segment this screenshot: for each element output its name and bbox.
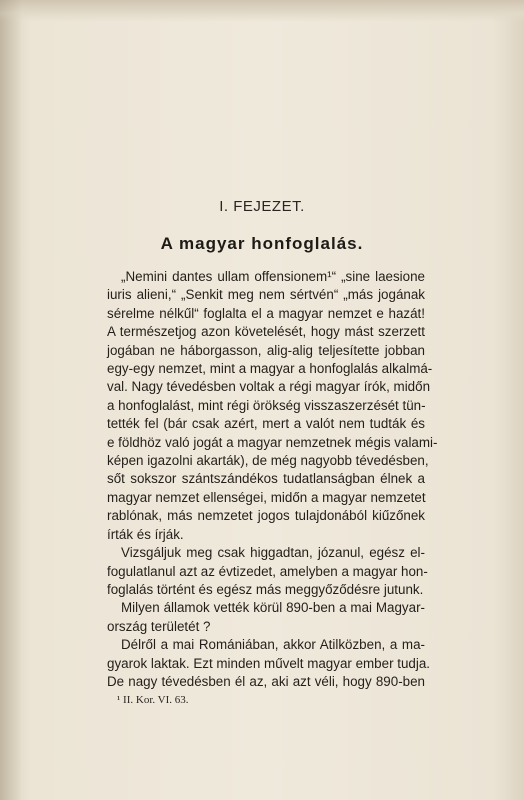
text-line: a honfoglalást, mint régi örökség visszaszerzését tün- <box>107 397 426 413</box>
body-text <box>107 268 438 691</box>
text-line: fogulatlanul azt az évtizedet, amelyben a magyar hon- <box>107 563 428 579</box>
text-line: foglalás történt és egész más meggyőződésre jutunk. <box>107 581 424 597</box>
footnote: ¹ II. Kor. VI. 63. <box>117 694 189 706</box>
binding-shadow <box>0 0 22 800</box>
text-line: val. Nagy tévedésben voltak a régi magyar írók, midőn <box>107 379 431 395</box>
text-line: Délről a mai Romániában, akkor Atilközben, a ma- <box>121 637 425 653</box>
text-line: „Nemini dantes ullam offensionem¹“ „sine laesione <box>121 269 425 284</box>
text-line: egy-egy nemzet, mint a magyar a honfoglalás alkalmá- <box>107 361 433 377</box>
text-line: sőt sokszor szántszándékos tudatlanságban élnek a <box>107 471 425 487</box>
text-line: tették fel (bár csak azért, mert a valót nem tudták és <box>107 416 425 432</box>
page-top-edge <box>0 0 524 22</box>
text-line: írták és írják. <box>107 526 184 542</box>
text-line: jogában ne háborgasson, alig-alig teljesítette jobban <box>107 342 425 358</box>
text-line: A természetjog azon követelését, hogy mást szerzett <box>107 324 425 340</box>
text-line: iuris alieni,“ „Senkit meg nem sértvén“ „más jogának <box>107 287 425 303</box>
text-line: képen igazolni akarták), de még nagyobb tévedésben, <box>107 453 429 469</box>
text-line: magyar nemzet ellenségei, midőn a magyar nemzetet <box>107 489 426 505</box>
text-line: rablónak, más nemzetet jogos tulajdonából kiűzőnek <box>107 508 425 524</box>
chapter-heading: I. FEJEZET. <box>219 198 305 215</box>
text-line: gyarok laktak. Ezt minden művelt magyar ember tudja. <box>107 655 431 671</box>
text-line: Milyen államok vették körül 890-ben a mai Magyar- <box>121 600 425 616</box>
text-line: ország területét ? <box>107 618 211 634</box>
text-line: e földhöz való jogát a magyar nemzetnek mégis valami- <box>107 434 438 450</box>
chapter-title: A magyar honfoglalás. <box>160 234 364 253</box>
text-line: sérelme nélkűl“ foglalta el a magyar nemzet e hazát! <box>107 305 425 321</box>
text-line: Vizsgáljuk meg csak higgadtan, józanul, egész el- <box>121 545 425 561</box>
text-line: De nagy tévedésben él az, aki azt véli, hogy 890-ben <box>107 673 425 689</box>
